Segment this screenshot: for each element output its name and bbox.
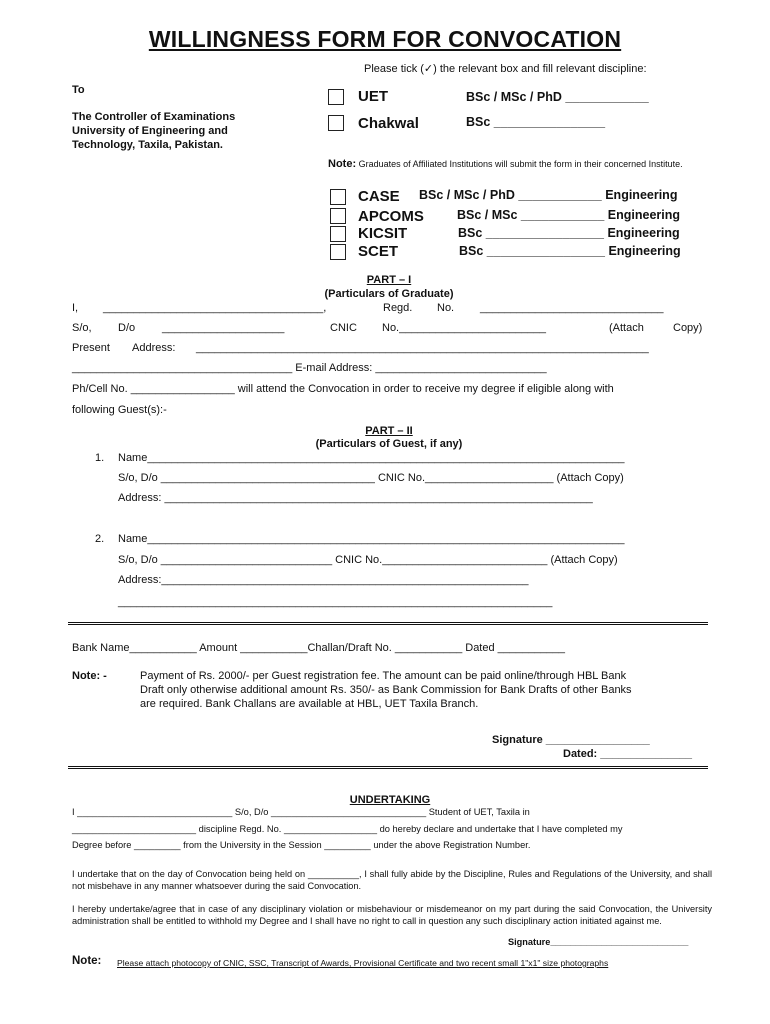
address-line-3: Technology, Taxila, Pakistan.	[72, 139, 223, 151]
apcoms-degree-field[interactable]: BSc / MSc ____________ Engineering	[457, 208, 681, 222]
case-checkbox[interactable]	[330, 189, 346, 205]
guest1-number: 1.	[95, 452, 105, 464]
present-label: Present	[72, 342, 110, 354]
uet-degree-field[interactable]: BSc / MSc / PhD ____________	[466, 90, 649, 104]
case-label: CASE	[358, 188, 400, 205]
kicsit-checkbox[interactable]	[330, 226, 346, 242]
chakwal-degree-field[interactable]: BSc ________________	[466, 115, 606, 129]
undertaking-title: UNDERTAKING	[349, 794, 431, 806]
tick-instruction: Please tick (✓) the relevant box and fill relevant discipline:	[364, 63, 647, 75]
cnic-field[interactable]: No.________________________	[382, 322, 546, 334]
to-label: To	[72, 84, 85, 96]
form-title: WILLINGNESS FORM FOR CONVOCATION	[148, 26, 622, 52]
cnic-label: CNIC	[330, 322, 357, 334]
guest2-name-field[interactable]: Name______________________________________________________________________________	[118, 533, 625, 545]
guest1-name-field[interactable]: Name______________________________________________________________________________	[118, 452, 625, 464]
regd-no-field[interactable]: ______________________________	[480, 302, 664, 314]
copy-label: Copy)	[673, 322, 703, 334]
scet-checkbox[interactable]	[330, 244, 346, 260]
regd-label: Regd.	[383, 302, 413, 314]
payment-note-line-3: are required. Bank Challans are available at HBL, UET Taxila Branch.	[140, 698, 479, 710]
undertaking-signature-field[interactable]: Signature___________________________	[508, 937, 689, 947]
undertaking-line-1[interactable]: I ______________________________ S/o, D/o ______________________________ Student of UET, Taxila in	[72, 807, 530, 817]
undertaking-line-3[interactable]: Degree before _________ from the University in the Session _________ under the above Registration Number.	[72, 840, 531, 850]
kicsit-label: KICSIT	[358, 225, 408, 242]
bank-details-line[interactable]: Bank Name___________ Amount ___________Challan/Draft No. ___________ Dated ___________	[72, 642, 565, 654]
chakwal-label: Chakwal	[358, 115, 419, 132]
apcoms-checkbox[interactable]	[330, 208, 346, 224]
affiliate-note	[328, 158, 683, 170]
address-label: Address:	[132, 342, 176, 354]
final-note-text: Please attach photocopy of CNIC, SSC, Transcript of Awards, Provisional Certificate and two recent small 1"x1" size photographs	[117, 958, 609, 968]
scet-label: SCET	[358, 243, 399, 260]
undertaking-line-2[interactable]: ________________________ discipline Regd. No. __________________ do hereby declare and undertake that I have completed my	[72, 824, 623, 834]
guest2-parent-cnic-field[interactable]: S/o, D/o ____________________________ CNIC No.___________________________ (Attach Copy)	[118, 554, 618, 566]
present-address-field[interactable]: __________________________________________________________________________	[196, 342, 649, 354]
payment-note-line-2: Draft only otherwise additional amount Rs. 350/- as Bank Commission for Bank Drafts of other Banks	[140, 684, 632, 696]
guest2-address-field[interactable]: Address:____________________________________________________________	[118, 574, 529, 586]
apcoms-label: APCOMS	[358, 208, 424, 225]
part2-subtitle: (Particulars of Guest, if any)	[315, 438, 463, 450]
case-degree-field[interactable]: BSc / MSc / PhD ____________ Engineering	[419, 188, 678, 202]
phone-line[interactable]: Ph/Cell No. _________________ will attend the Convocation in order to receive my degree if eligible along with	[72, 383, 614, 395]
payment-note-line-1: Payment of Rs. 2000/- per Guest registration fee. The amount can be paid online/through HBL Bank	[140, 670, 627, 682]
kicsit-degree-field[interactable]: BSc _________________ Engineering	[458, 226, 680, 240]
attach-label: (Attach	[609, 322, 644, 334]
uet-checkbox[interactable]	[328, 89, 344, 105]
final-note-label: Note:	[72, 955, 102, 967]
uet-label: UET	[358, 88, 388, 105]
p1-i-label: I,	[72, 302, 79, 314]
part1-subtitle: (Particulars of Graduate)	[324, 288, 454, 300]
guests-intro: following Guest(s):-	[72, 404, 167, 416]
guest2-address-extra-field[interactable]: _______________________________________________________________________	[118, 596, 553, 608]
so-label: S/o,	[72, 322, 92, 334]
scet-degree-field[interactable]: BSc _________________ Engineering	[459, 244, 681, 258]
guest2-number: 2.	[95, 533, 105, 545]
part2-title: PART – II	[365, 425, 413, 437]
affiliate-note-label: Note:	[328, 158, 357, 170]
address-line-1: The Controller of Examinations	[72, 111, 236, 123]
payment-note-label: Note: -	[72, 670, 107, 682]
affiliate-note-text: Graduates of Affiliated Institutions will submit the form in their concerned Institute.	[358, 159, 683, 169]
chakwal-checkbox[interactable]	[328, 115, 344, 131]
email-line[interactable]: ____________________________________ E-mail Address: ____________________________	[72, 362, 547, 374]
do-label: D/o	[118, 322, 136, 334]
undertaking-paragraph-2: I undertake that on the day of Convocation being held on __________, I shall fully abide by the Discipline, Rules and Regulations of the University, and shall not misbehave in any manner whatsoever during the said Convocation.	[72, 869, 712, 891]
guest1-parent-cnic-field[interactable]: S/o, D/o ___________________________________ CNIC No._____________________ (Attach Copy)	[118, 472, 624, 484]
undertaking-divider	[68, 766, 708, 769]
section-divider	[68, 622, 708, 625]
father-name-field[interactable]: ____________________	[162, 322, 285, 334]
regd-no-label: No.	[437, 302, 455, 314]
signature-field[interactable]: Signature _________________	[492, 734, 650, 746]
guest1-address-field[interactable]: Address: ______________________________________________________________________	[118, 492, 593, 504]
part1-title: PART – I	[366, 274, 412, 286]
address-line-2: University of Engineering and	[72, 125, 228, 137]
undertaking-paragraph-3: I hereby undertake/agree that in case of any disciplinary violation or misbehaviour or misdemeanor on my part during the said Convocation, the University administration shall be entitled to withhold my Degree and I shall have no right to call in question any such disciplinary action initiated against me.	[72, 904, 712, 926]
dated-field[interactable]: Dated: _______________	[563, 748, 693, 760]
graduate-name-field[interactable]: ____________________________________,	[103, 302, 327, 314]
